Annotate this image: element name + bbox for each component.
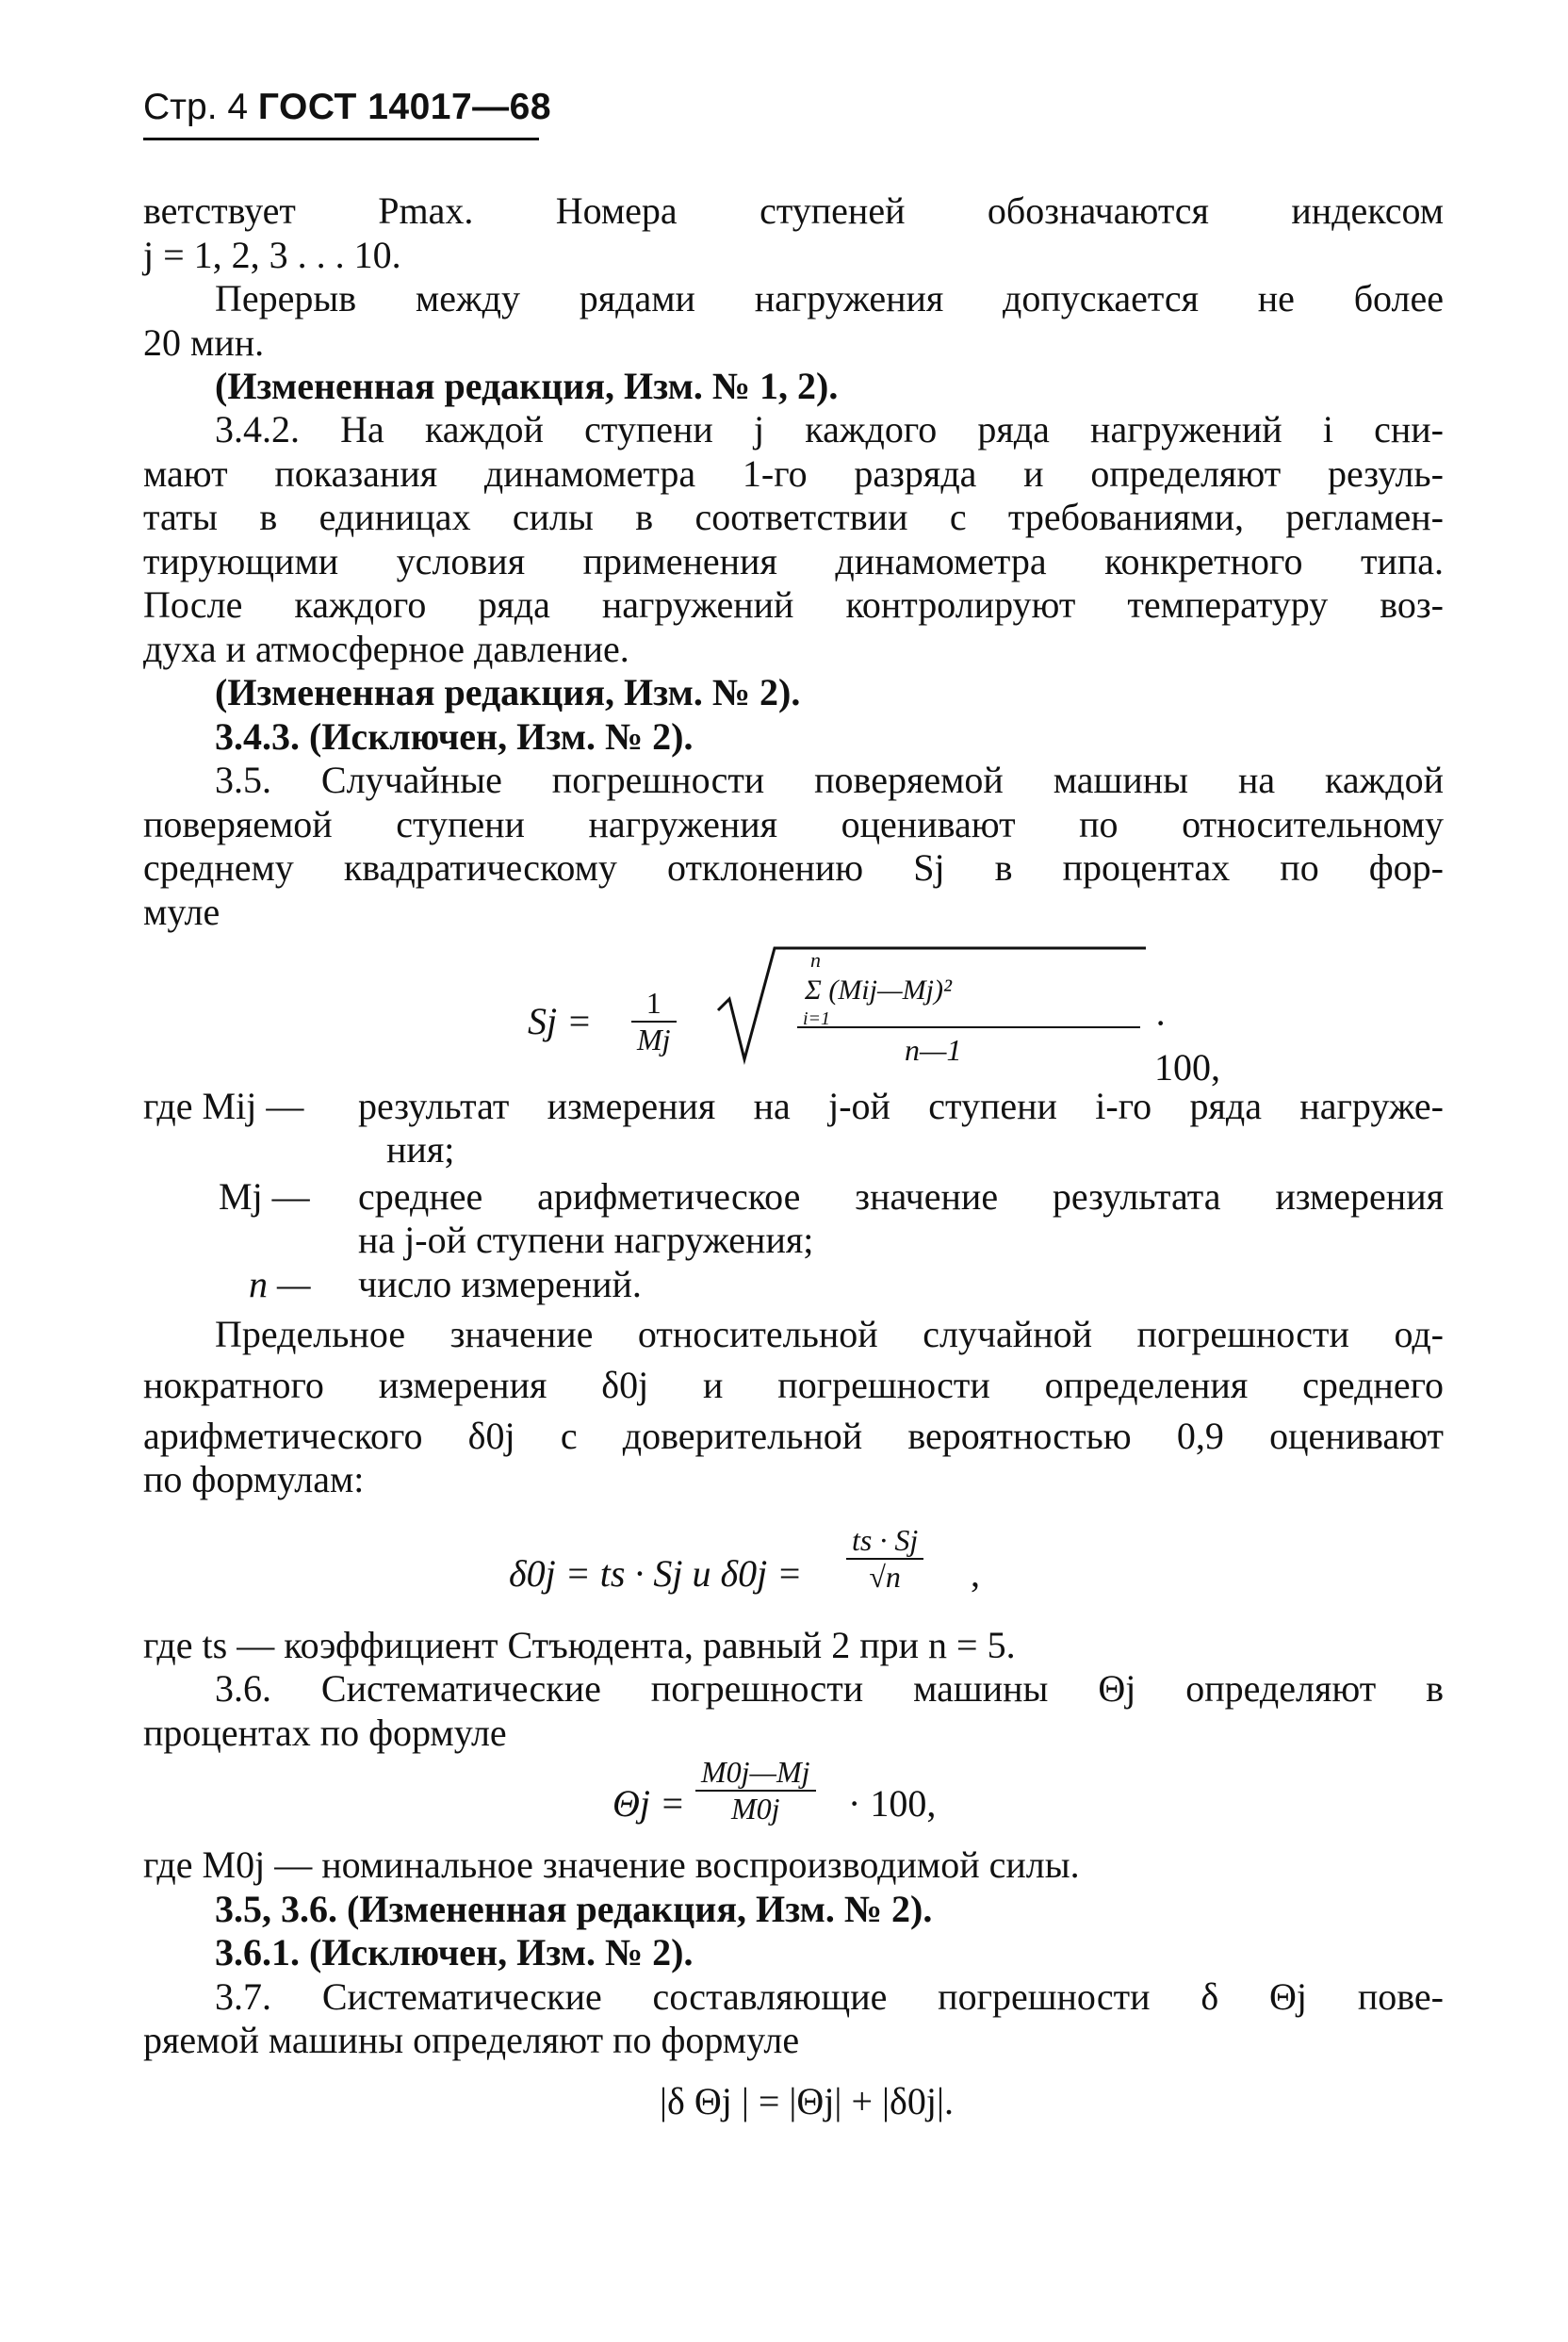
radicand-denominator: n—1 — [905, 1033, 962, 1067]
formula-delta — [509, 1514, 1037, 1617]
amendment-note: 3.5, 3.6. (Измененная редакция, Изм. № 2). — [215, 1888, 933, 1930]
standard-title: ГОСТ 14017—68 — [257, 87, 552, 127]
formula-lhs: Sj = — [528, 1000, 593, 1042]
text-line: поверяемой ступени нагружения оценивают по относительному — [143, 803, 1444, 845]
formula-tail: · 100, — [1154, 1002, 1220, 1089]
text-line: мают показания динамометра 1-го разряда и определяют резуль- — [143, 452, 1444, 495]
text-line: где ts — коэффициент Стъюдента, равный 2 при n = 5. — [143, 1624, 1016, 1666]
text-line: 3.4.2. На каждой ступени j каждого ряда нагружений i сни- — [215, 408, 1444, 450]
where-definition: среднее арифметическое значение результата измерения — [358, 1175, 1444, 1218]
text-line: 3.7. Систематические составляющие погрешности δ Θj пове- — [215, 1975, 1444, 2018]
where-definition: число измерений. — [358, 1263, 642, 1305]
where-definition: ния; — [386, 1128, 455, 1171]
formula-lhs: Θj = — [612, 1782, 685, 1825]
text-line: муле — [143, 891, 220, 933]
text-line: 3.5. Случайные погрешности поверяемой машины на каждой — [215, 759, 1444, 801]
text-line: Перерыв между рядами нагружения допускается не более — [215, 277, 1444, 319]
header-rule — [143, 138, 539, 140]
text-line: духа и атмосферное давление. — [143, 628, 629, 670]
sum-upper: n — [810, 948, 821, 972]
formula-fraction — [846, 1523, 923, 1595]
formula-fraction — [631, 986, 677, 1057]
text-line: арифметического δ0j с доверительной вероятностью 0,9 оценивают — [143, 1415, 1444, 1457]
where-definition: результат измерения на j-ой ступени i-го ряда нагруже- — [358, 1085, 1444, 1127]
formula-tail: · 100, — [848, 1782, 937, 1825]
formula-fraction — [695, 1755, 816, 1826]
where-definition: на j-ой ступени нагружения; — [358, 1219, 814, 1261]
excluded-clause: 3.4.3. (Исключен, Изм. № 2). — [215, 715, 694, 758]
fraction-numerator: ts · Sj — [846, 1523, 923, 1560]
formula-theta — [612, 1751, 1008, 1845]
formula-delta-theta: |δ Θj | = |Θj| + |δ0j|. — [660, 2080, 954, 2122]
text-line: нократного измерения δ0j и погрешности определения среднего — [143, 1364, 1444, 1406]
fraction-denominator: √n — [869, 1560, 901, 1594]
text-line: среднему квадратическому отклонению Sj в процентах по фор- — [143, 846, 1444, 889]
text-line: где M0j — номинальное значение воспроизводимой силы. — [143, 1843, 1080, 1886]
text-line: После каждого ряда нагружений контролируют температуру воз- — [143, 583, 1444, 626]
text-line: по формулам: — [143, 1458, 365, 1500]
fraction-denominator: Mj — [637, 1023, 671, 1056]
text-line: Предельное значение относительной случайной погрешности од- — [215, 1313, 1444, 1355]
where-term: n — — [249, 1263, 311, 1305]
text-line: таты в единицах силы в соответствии с требованиями, регламен- — [143, 496, 1444, 538]
formula-tail: , — [971, 1552, 980, 1595]
page-number: Стр. 4 — [143, 87, 249, 127]
excluded-clause: 3.6.1. (Исключен, Изм. № 2). — [215, 1931, 694, 1974]
text-line: тирующими условия применения динамометра конкретного типа. — [143, 540, 1444, 582]
formula-sj — [528, 942, 1220, 1089]
sum-lower: i=1 — [803, 1008, 831, 1029]
fraction-denominator: M0j — [731, 1792, 780, 1826]
text-line: 3.6. Систематические погрешности машины Θj определяют в — [215, 1667, 1444, 1710]
amendment-note: (Измененная редакция, Изм. № 1, 2). — [215, 365, 839, 407]
text-line: ветствует Pmax. Номера ступеней обозначаются индексом — [143, 189, 1444, 232]
amendment-note: (Измененная редакция, Изм. № 2). — [215, 671, 801, 713]
fraction-numerator: 1 — [631, 986, 677, 1023]
text-line: j = 1, 2, 3 . . . 10. — [143, 234, 401, 276]
text-line: 20 мин. — [143, 321, 265, 364]
sum-body: Σ (Mij—Mj)² — [805, 974, 952, 1006]
formula-lhs: δ0j = ts · Sj и δ0j = — [509, 1552, 803, 1595]
text-line: ряемой машины определяют по формуле — [143, 2019, 800, 2061]
where-term: где Mij — — [143, 1085, 304, 1127]
where-term: Mj — — [219, 1175, 310, 1218]
fraction-numerator: M0j—Mj — [695, 1755, 816, 1792]
page-header — [143, 87, 551, 128]
text-line: процентах по формуле — [143, 1711, 507, 1754]
